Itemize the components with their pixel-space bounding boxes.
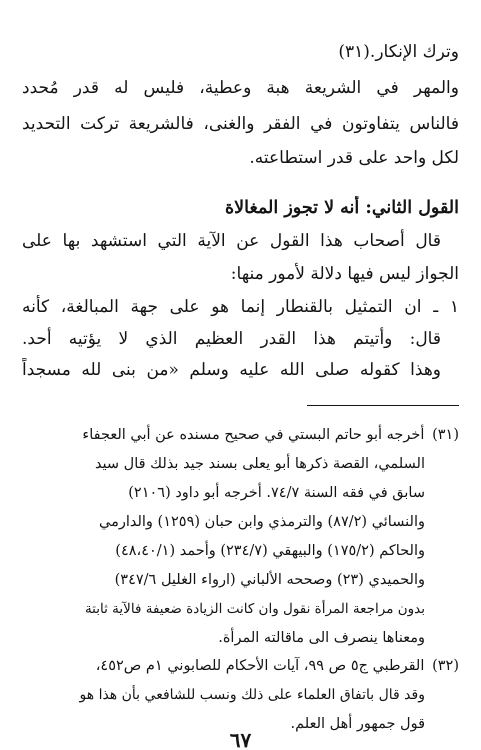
body-line-9: وهذا كقوله صلى الله عليه وسلم «من بنى لله مسجداً [22,360,441,380]
footnote-31-line-8: ومعناها ينصرف الى ماقالته المرأة. [218,630,425,646]
footnote-32-text-1: القرطبي ج٥ ص ٩٩، آيات الأحكام للصابوني ١م ص٤٥٢، [95,658,425,674]
footnote-32-line-2: وقد قال باتفاق العلماء على ذلك ونسب للشافعي بأن هذا هو [79,687,425,703]
footnote-31-line-7: بدون مراجعة المرأة نقول وان كانت الزيادة ضعيفة فالآية ثابتة [84,601,425,617]
footnote-31-text-1: أخرجه أبو حاتم البستي في صحيح مسنده عن أبي العجفاء [82,427,425,443]
body-line-5: قال أصحاب هذا القول عن الآية التي استشهد بها على [22,231,441,251]
footnote-32-line-1 [22,655,459,677]
footnote-31-line-5: والحاكم (١٧٥/٢) والبيهقي (٢٣٤/٧) وأحمد (٤٨،٤٠/١) [115,543,425,559]
body-line-6: الجواز ليس فيها دلالة لأمور منها: [230,264,459,284]
page-number: ٦٧ [229,728,252,750]
footnote-32-number: (٣٢) [432,658,459,674]
footnote-31-line-3: سابق في فقه السنة ٧٤/٧. أخرجه أبو داود (٢١٠٦) [128,485,425,501]
body-line-4: لكل واحد على قدر استطاعته. [249,148,459,168]
list-item-1: ١ ـ ان التمثيل بالقنطار إنما هو على جهة المبالغة، كأنه [22,297,459,317]
body-line-2: والمهر في الشريعة هبة وعطية، فليس له قدر مُحدد [22,78,459,98]
footnote-31-line-1 [22,424,459,446]
section-heading: القول الثاني: أنه لا تجوز المغالاة [225,198,459,218]
footnote-31-line-6: والحميدي (٢٣) وصححه الألباني (ارواء الغليل ٣٤٧/٦) [114,572,425,588]
footnote-31-number: (٣١) [432,427,459,443]
footnote-31-line-2: السلمي، القصة ذكرها أبو يعلى بسند جيد بذلك قال سيد [94,456,425,472]
body-line-3: فالناس يتفاوتون في الفقر والغنى، فالشريعة تركت التحديد [22,114,459,134]
footnote-31-line-4: والنسائي (٨٧/٢) والترمذي وابن حبان (١٢٥٩) والدارمي [98,514,425,530]
footnote-separator [307,405,459,406]
list-item-1-continued: قال: وأتيتم هذا القدر العظيم الذي لا يؤتيه أحد. [22,329,441,349]
body-line-1: وترك الإنكار.(٣١) [338,42,459,62]
footnote-32-line-3: قول جمهور أهل العلم. [290,716,425,732]
